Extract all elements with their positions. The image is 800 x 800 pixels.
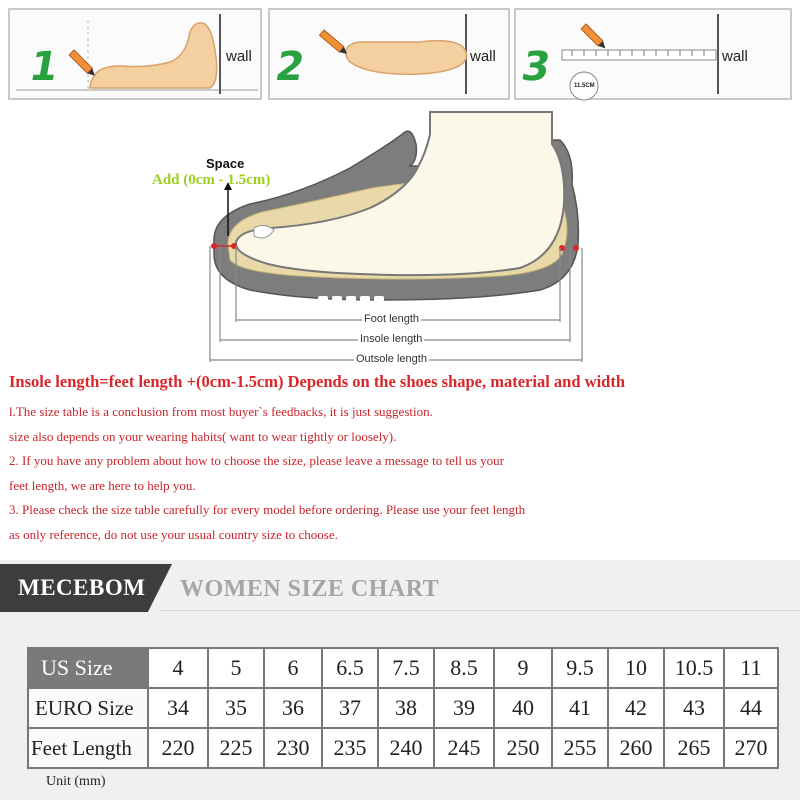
table-cell: 230 <box>264 728 322 768</box>
table-cell: 235 <box>322 728 378 768</box>
table-cell: 225 <box>208 728 264 768</box>
outsole-length-label: Outsole length <box>356 353 427 365</box>
wall-label: wall <box>226 48 252 65</box>
table-cell: 43 <box>664 688 724 728</box>
shoe-diagram <box>0 104 800 372</box>
unit-label: Unit (mm) <box>46 774 106 789</box>
table-cell: 265 <box>664 728 724 768</box>
note-line: as only reference, do not use your usual country size to choose. <box>9 526 338 542</box>
step-panel-1 <box>8 8 262 100</box>
insole-length-label: Insole length <box>360 333 423 345</box>
table-cell: 42 <box>608 688 664 728</box>
foot-icon <box>345 41 466 75</box>
table-cell: 6.5 <box>322 648 378 688</box>
table-cell: 34 <box>148 688 208 728</box>
size-table <box>27 647 779 769</box>
note-line: 3. Please check the size table carefully for every model before ordering. Please use your feet length <box>9 502 526 517</box>
step-number: 3 <box>517 44 554 90</box>
table-cell: 10.5 <box>664 648 724 688</box>
table-cell: 40 <box>494 688 552 728</box>
table-cell: 260 <box>608 728 664 768</box>
table-cell: 44 <box>724 688 778 728</box>
note-line: size also depends on your wearing habits( want to wear tightly or loosely). <box>9 428 397 444</box>
table-cell: 9 <box>494 648 552 688</box>
foot-icon <box>90 23 217 88</box>
row-header: US Size <box>28 648 148 688</box>
table-cell: 4 <box>148 648 208 688</box>
table-cell: 7.5 <box>378 648 434 688</box>
note-line: l.The size table is a conclusion from most buyer`s feedbacks, it is just suggestion. <box>9 404 433 419</box>
measuring-steps <box>0 0 800 104</box>
table-row-us <box>28 648 778 688</box>
note-line: feet length, we are here to help you. <box>9 477 196 493</box>
step-panel-3 <box>514 8 792 100</box>
shoe-icon <box>0 104 800 372</box>
space-label: Space <box>206 156 245 171</box>
table-cell: 9.5 <box>552 648 608 688</box>
pencil-icon <box>581 24 608 51</box>
measure-label: 11.5CM <box>574 83 595 89</box>
row-header: EURO Size <box>28 688 148 728</box>
table-cell: 41 <box>552 688 608 728</box>
table-cell: 37 <box>322 688 378 728</box>
chart-header <box>0 564 800 614</box>
table-cell: 8.5 <box>434 648 494 688</box>
add-label: Add (0cm - 1.5cm) <box>152 172 271 188</box>
note-line: 2. If you have any problem about how to choose the size, please leave a message to tell us your <box>9 453 504 468</box>
size-chart <box>0 560 800 800</box>
table-cell: 36 <box>264 688 322 728</box>
table-cell: 240 <box>378 728 434 768</box>
insole-formula: Insole length=feet length +(0cm-1.5cm) Depends on the shoes shape, material and width <box>9 372 626 391</box>
table-cell: 6 <box>264 648 322 688</box>
table-cell: 38 <box>378 688 434 728</box>
table-cell: 11 <box>724 648 778 688</box>
pencil-icon <box>320 30 350 57</box>
step-panel-2 <box>268 8 510 100</box>
table-cell: 220 <box>148 728 208 768</box>
table-cell: 35 <box>208 688 264 728</box>
ruler-icon <box>562 50 716 60</box>
brand-name: MECEBOM <box>18 575 146 600</box>
table-cell: 10 <box>608 648 664 688</box>
step-number: 2 <box>271 44 308 90</box>
table-row-euro <box>28 688 778 728</box>
wall-label: wall <box>470 48 496 65</box>
header-divider <box>160 610 800 611</box>
table-cell: 255 <box>552 728 608 768</box>
table-row-feet-length <box>28 728 778 768</box>
step-number: 1 <box>25 44 62 90</box>
size-notes <box>9 404 789 551</box>
foot-length-label: Foot length <box>364 313 420 325</box>
table-cell: 245 <box>434 728 494 768</box>
table-cell: 270 <box>724 728 778 768</box>
table-cell: 5 <box>208 648 264 688</box>
step-3-illustration <box>516 10 794 102</box>
wall-label: wall <box>722 48 748 65</box>
table-cell: 39 <box>434 688 494 728</box>
chart-title: WOMEN SIZE CHART <box>180 576 440 602</box>
table-cell: 250 <box>494 728 552 768</box>
row-header: Feet Length <box>28 728 148 768</box>
pencil-icon <box>69 50 97 78</box>
